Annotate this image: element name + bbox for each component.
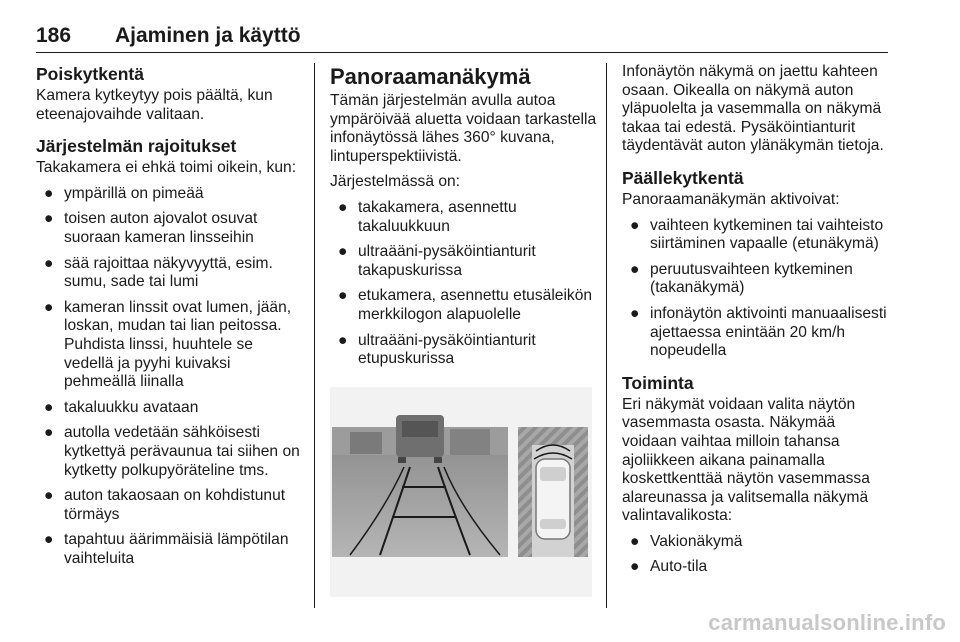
list-item: ● Vakionäkymä	[630, 532, 743, 550]
list-item: ● sää rajoittaa näkyvyyttä, esim. sumu, sade tai lumi	[44, 254, 273, 291]
paragraph-limits: Takakamera ei ehkä toimi oikein, kun:	[36, 159, 297, 177]
activation-list	[622, 217, 890, 361]
heading-toiminta: Toiminta	[622, 372, 694, 393]
list-item: ● ultraääni-pysäköintianturit etupuskurissa	[338, 331, 536, 368]
bullet-icon: ●	[630, 260, 640, 278]
bullet-icon: ●	[338, 331, 348, 349]
panorama-screen-image	[330, 387, 592, 597]
paragraph-off: Kamera kytkeytyy pois päältä, kun eteenajovaihde valitaan.	[36, 87, 273, 123]
bullet-icon: ●	[44, 424, 54, 442]
paragraph-system-contains: Järjestelmässä on:	[330, 173, 461, 191]
page-header	[36, 22, 888, 53]
column-right	[622, 63, 890, 577]
chapter-title: Ajaminen ja käyttö	[115, 24, 301, 47]
paragraph-activation: Panoraamanäkymän aktivoivat:	[622, 190, 840, 208]
bullet-icon: ●	[44, 487, 54, 505]
list-item: ● autolla vedetään sähköisesti kytkettyä perävaunua tai siihen on kytketty polkupyöräteline tms.	[44, 424, 300, 479]
list-item: ● tapahtuu äärimmäisiä lämpötilan vaihteluita	[44, 531, 289, 567]
list-item: ● kameran linssit ovat lumen, jään, loskan, mudan tai lian peitossa. Puhdista linssi, huuhtele se vedellä ja pyyhi kuivaksi pehmeällä liinalla	[44, 298, 292, 391]
column-divider	[606, 63, 607, 608]
page-number: 186	[36, 24, 72, 47]
list-item: ● etukamera, asennettu etusäleikön merkkilogon alapuolelle	[338, 287, 593, 323]
bullet-icon: ●	[44, 254, 54, 272]
limits-list	[36, 185, 306, 569]
list-item: ● infonäytön aktivointi manuaalisesti ajettaessa enintään 20 km/h nopeudella	[630, 304, 887, 360]
bullet-icon: ●	[44, 398, 54, 416]
paragraph-panorama-intro: Tämän järjestelmän avulla autoa ympäröivää aluetta voidaan tarkastella infonäytössä lähes 360° kuvana, lintuperspektiivistä.	[330, 92, 597, 165]
list-item: ● toisen auton ajovalot osuvat suoraan kameran linsseihin	[44, 210, 258, 246]
bullet-icon: ●	[44, 531, 54, 549]
column-middle	[330, 63, 600, 597]
components-list	[330, 199, 600, 369]
list-item: ● vaihteen kytkeminen tai vaihteisto siirtäminen vapaalle (etunäkymä)	[630, 216, 884, 253]
top-down-view	[518, 427, 588, 557]
column-left	[36, 63, 306, 568]
list-item: ● takaluukku avataan	[44, 398, 199, 416]
section-title-panorama: Panoraamanäkymä	[330, 64, 531, 89]
list-item: ● takakamera, asennettu takaluukkuun	[338, 198, 517, 235]
heading-poiskytkenta: Poiskytkentä	[36, 64, 144, 84]
paragraph-display-split: Infonäytön näkymä on jaettu kahteen osaan. Oikealla on näkymä auton yläpuolelta ja vasemmalla on näkymä takaa tai edestä. Pysäköintianturit täydentävät auton ylänäkymän tietoja.	[622, 63, 884, 155]
bullet-icon: ●	[44, 184, 54, 202]
column-divider	[314, 63, 315, 608]
list-item: ● Auto-tila	[630, 558, 708, 576]
list-item: ● ultraääni-pysäköintianturit takapuskurissa	[338, 243, 536, 279]
bullet-icon: ●	[44, 210, 54, 228]
rear-camera-view	[332, 415, 508, 557]
heading-paallekytkenta: Päällekytkentä	[622, 167, 744, 188]
bullet-icon: ●	[338, 243, 348, 261]
list-item: ● peruutusvaihteen kytkeminen (takanäkymä)	[630, 260, 853, 297]
list-item: ● ympärillä on pimeää	[44, 184, 204, 202]
bullet-icon: ●	[630, 558, 640, 576]
bullet-icon: ●	[338, 287, 348, 305]
bullet-icon: ●	[44, 298, 54, 316]
paragraph-function: Eri näkymät voidaan valita näytön vasemmasta osasta. Näkymää voidaan vaihtaa milloin tahansa ajoliikkeen aikana painamalla koskettkenttää näytön vasemmassa alareunassa ja valitsemalla näkymä valintavalikosta:	[622, 395, 870, 525]
bullet-icon: ●	[630, 304, 640, 322]
list-item: ● auton takaosaan on kohdistunut törmäys	[44, 487, 286, 523]
bullet-icon: ●	[630, 216, 640, 234]
bullet-icon: ●	[338, 198, 348, 216]
heading-limits: Järjestelmän rajoitukset	[36, 136, 237, 157]
view-options-list	[622, 533, 890, 577]
watermark: carmanualsonline.info	[708, 610, 946, 635]
panorama-view-illustration	[330, 387, 592, 597]
bullet-icon: ●	[630, 532, 640, 550]
